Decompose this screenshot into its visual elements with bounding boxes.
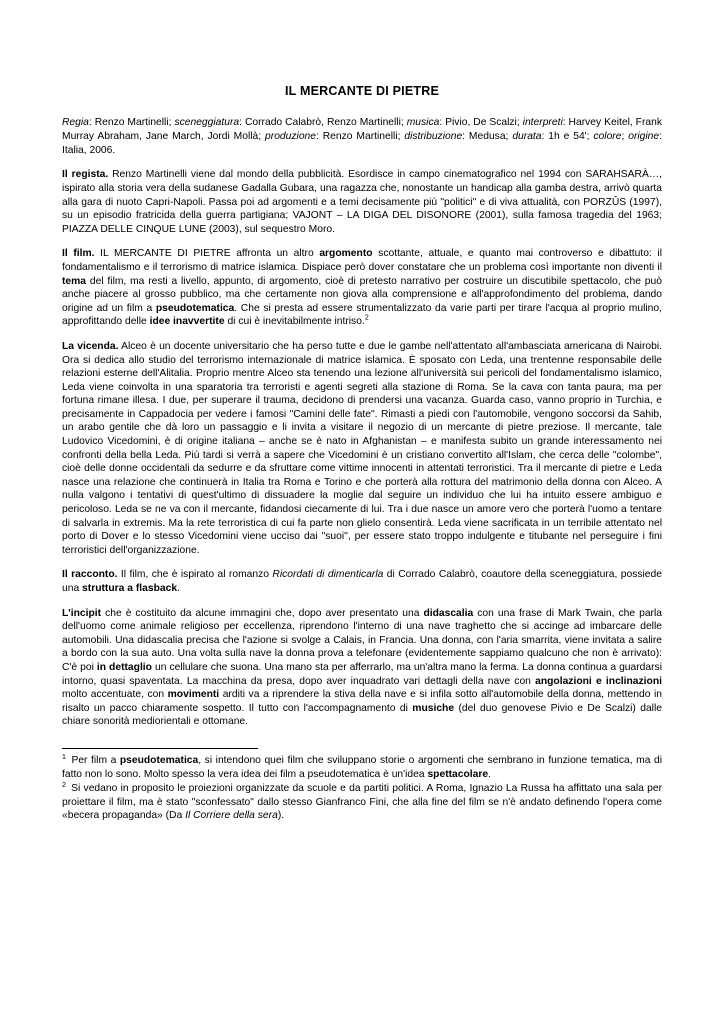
credits-value-distribuzione: : Medusa; bbox=[462, 130, 513, 142]
footnote-marker-2: 2 bbox=[62, 781, 66, 789]
footnote-text-2: Si vedano in proposito le proiezioni organizzate da scuole e da partiti politici. A Roma, Ignazio La Russa ha affittato una sala per proiettare il film, ma è stato "sconfessato" dallo stesso Gianfranco Fini, che alla fine del film se n'è andato definendo l'opera come «becera propaganda» (Da Il Corriere della sera). bbox=[62, 783, 662, 822]
credits-value-sceneggiatura: : Corrado Calabrò, Renzo Martinelli; bbox=[239, 117, 407, 128]
credits-label-regia: Regia bbox=[62, 117, 89, 128]
section-paragraph-incipit bbox=[62, 607, 662, 729]
credits-label-durata: durata bbox=[512, 130, 542, 142]
section-paragraph-film bbox=[62, 247, 662, 329]
footnote-2 bbox=[62, 782, 662, 823]
section-heading-racconto: Il racconto. bbox=[62, 569, 118, 581]
credits-value-musica: : Pivio, De Scalzi; bbox=[439, 117, 523, 128]
footnote-text-1: Per film a pseudotematica, si intendono quei film che sviluppano storie o argomenti che sembrano in funzione tematica, ma di fatto non lo sono. Molto spesso la vera idea dei film a pseudotematica è un'idea spettacolare. bbox=[62, 754, 662, 780]
credits-value-origine: : Italia, 2006. bbox=[62, 130, 663, 156]
credits-value-produzione: : Renzo Martinelli; bbox=[316, 130, 405, 142]
footnote-marker-1: 1 bbox=[62, 753, 66, 761]
section-paragraph-racconto bbox=[62, 568, 662, 595]
section-heading-film: Il film. bbox=[62, 248, 95, 260]
credits-label-musica: musica bbox=[406, 117, 440, 128]
credits-value-colore: ; bbox=[621, 130, 629, 142]
footnote-1 bbox=[62, 754, 662, 781]
footnotes-area bbox=[62, 743, 662, 823]
credits-label-sceneggiatura: sceneggiatura bbox=[174, 117, 240, 128]
credits-value-interpreti: : Harvey Keitel, Frank Murray Abraham, Jane March, Jordi Mollà; bbox=[62, 117, 663, 142]
footnote-separator bbox=[62, 748, 258, 749]
section-body-regista: Renzo Martinelli viene dal mondo della pubblicità. Esordisce in campo cinematografico nel 1994 con SARAHSARÀ…, ispirato alla storia vera della sudanese Gadalla Gubara, una ragazza che, nonostante un handicap alla gamba destra, arrivò quarta alla gara di nuoto Capri-Napoli. Passa poi ad argomenti e a temi decisamente più "politici" e di viva attualità, con PORZÛS (1997), su un episodio fratricida della guerra partigiana; VAJONT – LA DIGA DEL DISONORE (2001), sulla famosa tragedia del 1963; PIAZZA DELLE CINQUE LUNE (2003), sul sequestro Moro. bbox=[62, 169, 663, 235]
section-heading-incipit: L'incipit bbox=[62, 607, 102, 619]
credits-label-distribuzione: distribuzione bbox=[404, 130, 463, 142]
page-title: IL MERCANTE DI PIETRE bbox=[285, 84, 439, 98]
section-paragraph-vicenda bbox=[62, 340, 662, 558]
credits-label-origine: origine bbox=[628, 130, 660, 142]
section-heading-vicenda: La vicenda. bbox=[62, 340, 119, 352]
credits-value-durata: : 1h e 54'; bbox=[541, 130, 594, 142]
credits-label-interpreti: interpreti bbox=[522, 117, 563, 128]
credits-label-colore: colore bbox=[593, 130, 622, 142]
section-body-racconto: Il film, che è ispirato al romanzo Ricordati di dimenticarla di Corrado Calabrò, coautore della sceneggiatura, possiede una struttura a flasback. bbox=[62, 569, 662, 595]
section-body-film: IL MERCANTE DI PIETRE affronta un altro argomento scottante, attuale, e quanto mai controverso e dibattuto: il fondamentalismo e il terrorismo di matrice islamica. Dispiace però dover constatare che un problema così importante non diventi il tema del film, ma resti a livello, appunto, di argomento, cioè di pretesto narrativo per costruire un discutibile spettacolo, che può anche piacere al grosso pubblico, ma che certamente non giova alla comprensione e all'approfondimento del problema, dando origine ad un film a pseudotematica. Che si presta ad essere strumentalizzato da varie parti per tirare l'acqua al proprio mulino, approfittando delle idee inavvertite di cui è inevitabilmente intriso.$^2$ bbox=[62, 248, 662, 328]
section-body-vicenda: Alceo è un docente universitario che ha perso tutte e due le gambe nell'attentato all'ambasciata americana di Nairobi. Ora si dedica allo studio del terrorismo internazionale di matrice islamica. È sposato con Leda, una trentenne responsabile delle relazioni esterne dell'Alitalia. Proprio mentre Alceo sta tenendo una lezione all'università sui pericoli del fondamentalismo islamico, Leda viene coinvolta in una sparatoria tra terroristi e agenti segreti alla stazione di Roma. Se la cava con tanta paura, ma per fortuna rimane illesa. I due, per superare il trauma, decidono di prendersi una vacanza. Guarda caso, vanno proprio in Turchia, e precisamente in Cappadocia per vedere i famosi "Camini delle fate". Rimasti a piedi con l'automobile, vengono soccorsi da Sahib, un arabo gentile che dà loro un passaggio e li invita a visitare il negozio di un mercante di pietre preziose. Il mercante, tale Ludovico Vicedomini, è di origine italiana – anche se è nato in Afghanistan – e manifesta subito un grande interessamento nei confronti della bella Leda. Più tardi si verrà a sapere che Vicedomini è un cristiano convertito all'Islam, che cerca delle "colombe", cioè delle donne occidentali da sedurre e da sfruttare come vittime innocenti in attentati terroristici. Tra il mercante di pietre e Leda nasce una relazione che continuerà in Italia tra Roma e Torino e che porterà alla rottura del matrimonio della donna con Alceo. A nulla valgono i tentativi di quest'ultimo di dissuadere la moglie dal seguire un individuo che lui ha intuito essere ambiguo e pericoloso. Leda se ne va con il mercante, fidandosi ciecamente di lui. Tra i due nasce un amore vero che porterà l'uomo a tentare di salvarla in extremis. Ma la rete terroristica di cui fa parte non glielo consentirà. Leda viene sacrificata in un terribile attentato nel porto di Dover e lo stesso Vicedomini viene ucciso dai "suoi", per essere stato troppo indulgente e titubante nel perseguire i fini terroristici dell'organizzazione. bbox=[62, 340, 662, 556]
section-body-incipit: che è costituito da alcune immagini che, dopo aver presentato una didascalia con una frase di Mark Twain, che parla dell'uomo come animale religioso per eccellenza, riprendono l'interno di una nave traghetto che si accinge ad imbarcare delle automobili. Una didascalia precisa che l'azione si svolge a Calais, in Francia. Una donna, con l'aria smarrita, viene invitata a salire a bordo con la sua auto. Una volta sulla nave la donna prova a telefonare (evidentemente sappiamo qualcuno che non è arrivato): C'è poi in dettaglio un cellulare che suona. Una mano sta per afferrarlo, ma un'altra mano la ferma. La donna continua a guardarsi intorno, quasi spaventata. La macchina da presa, dopo aver inquadrato vari dettagli della nave con angolazioni e inclinazioni molto accentuate, con movimenti arditi va a riprendere la stiva della nave e si infila sotto all'automobile della donna, mettendo in risalto un pacco chiaramente sospetto. Il tutto con l'accompagnamento di musiche (del duo genovese Pivio e De Scalzi) dalle chiare sonorità mediorientali e ottomane. bbox=[62, 607, 662, 728]
credits-label-produzione: produzione bbox=[265, 130, 316, 142]
credits-value-regia: : Renzo Martinelli; bbox=[88, 117, 175, 128]
credits-block bbox=[62, 116, 662, 157]
section-heading-regista: Il regista. bbox=[62, 169, 109, 181]
section-paragraph-regista bbox=[62, 168, 662, 236]
